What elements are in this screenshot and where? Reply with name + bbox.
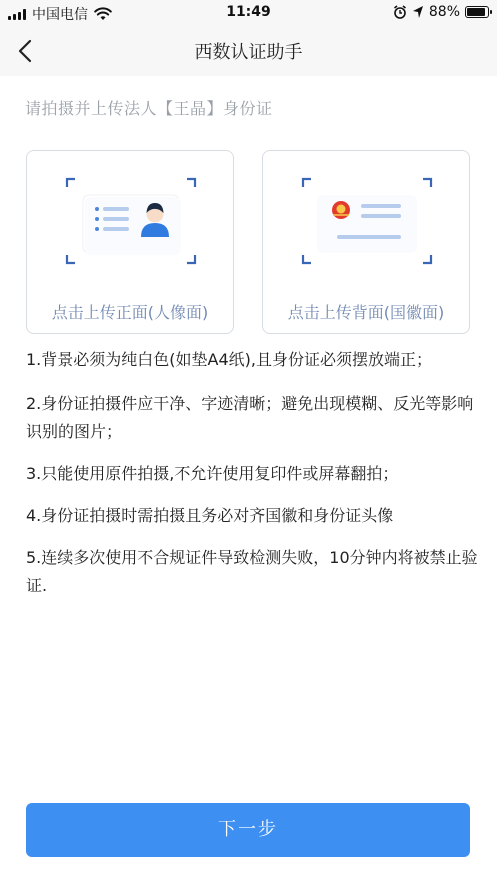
instruction-item: 4.身份证拍摄时需拍摄且务必对齐国徽和身份证头像: [26, 506, 394, 525]
battery-percent: 88%: [428, 4, 460, 20]
id-back-illustration: [263, 151, 471, 291]
upload-back-card[interactable]: [262, 150, 470, 334]
upload-front-label: 点击上传正面(人像面): [51, 303, 209, 322]
status-bar: [0, 0, 497, 26]
instruction-item: 1.背景必须为纯白色(如垫A4纸),且身份证必须摆放端正；: [26, 350, 432, 369]
upload-hint: 请拍摄并上传法人【王晶】身份证: [25, 99, 273, 118]
id-front-illustration: [27, 151, 235, 291]
instruction-item: 3.只能使用原件拍摄,不允许使用复印件或屏幕翻拍；: [26, 464, 399, 483]
upload-front-card[interactable]: [26, 150, 234, 334]
nav-bar: [0, 26, 497, 76]
page-title: 西数认证助手: [194, 42, 303, 63]
instruction-item: 5.连续多次使用不合规证件导致检测失败，10分钟内将被禁止验证.: [26, 548, 478, 595]
upload-back-label: 点击上传背面(国徽面): [287, 303, 445, 322]
alarm-icon: [393, 5, 407, 19]
battery-fill: [467, 8, 485, 16]
carrier-name: 中国电信: [32, 7, 88, 23]
instruction-item: 2.身份证拍摄件应干净、字迹清晰；避免出现模糊、反光等影响识别的图片；: [26, 394, 474, 441]
battery-icon: [465, 6, 489, 18]
location-icon: [412, 5, 424, 19]
instruction-list: [26, 346, 478, 614]
status-right: [393, 4, 489, 20]
status-time: 11:49: [226, 4, 271, 20]
next-step-button[interactable]: 下一步: [26, 803, 470, 857]
